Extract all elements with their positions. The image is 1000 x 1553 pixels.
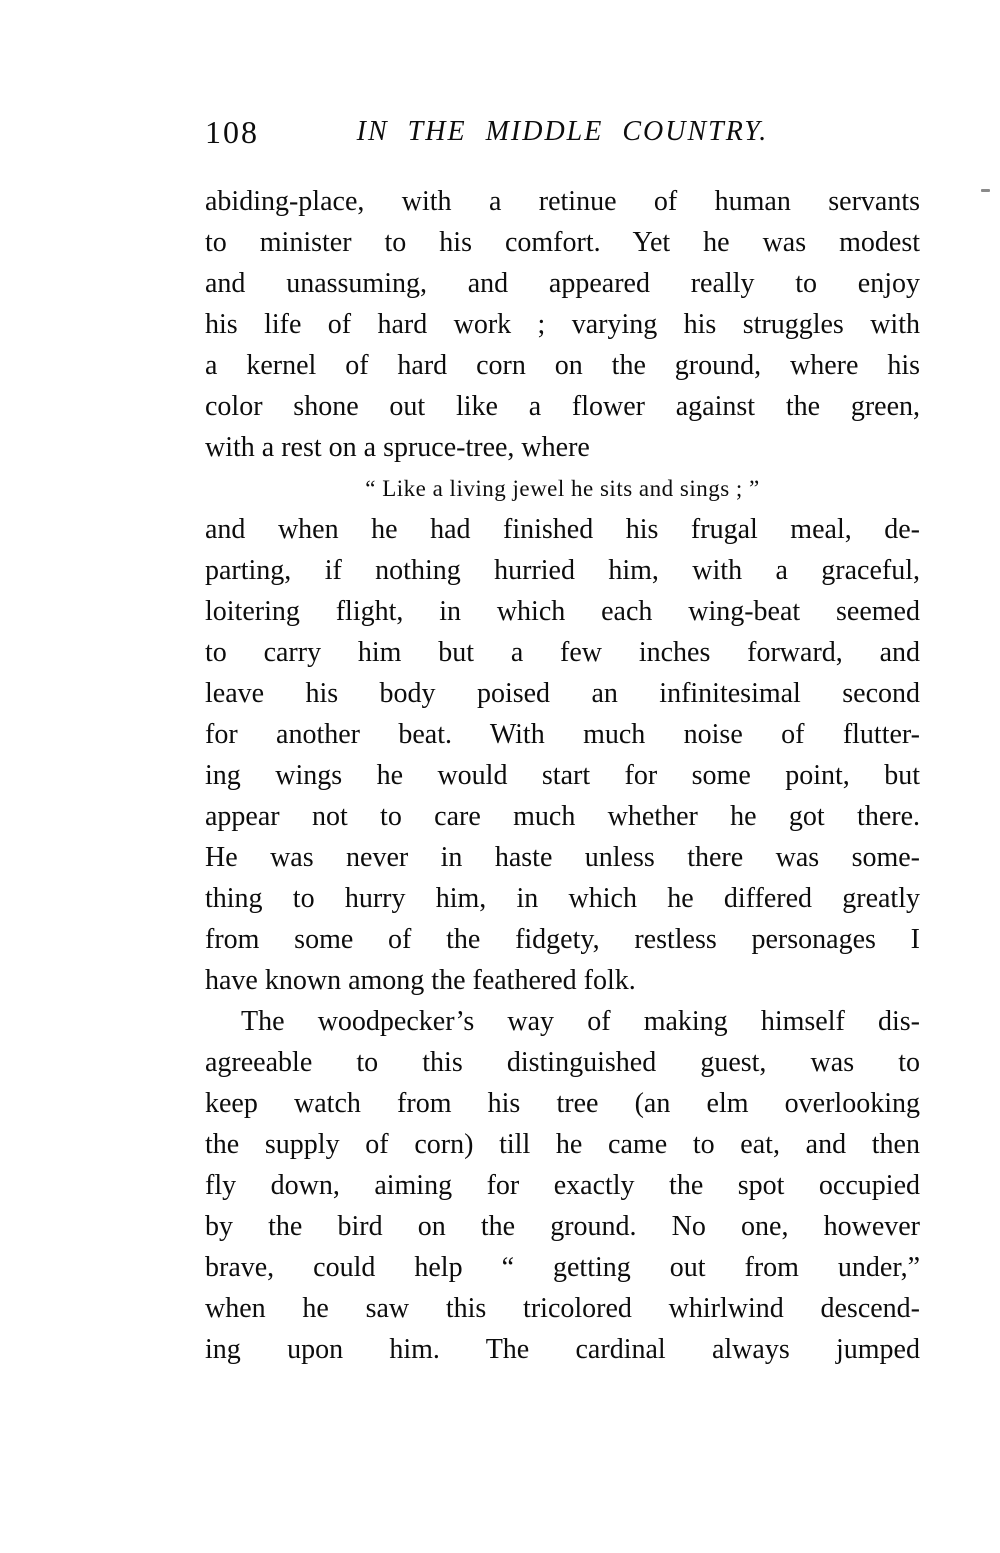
text-line: to minister to his comfort. Yet he was modest <box>205 227 920 258</box>
text-line: keep watch from his tree (an elm overlooking <box>205 1088 920 1119</box>
text-line: the supply of corn) till he came to eat, and then <box>205 1129 920 1160</box>
text-line: abiding-place, with a retinue of human servants <box>205 186 920 217</box>
text-line: when he saw this tricolored whirlwind descend- <box>205 1293 920 1324</box>
paragraph-after-quote <box>205 509 920 1001</box>
paragraph-woodpecker <box>205 1001 920 1370</box>
text-line: by the bird on the ground. No one, however <box>205 1211 920 1242</box>
paragraph-continuation <box>205 181 920 468</box>
running-title: IN THE MIDDLE COUNTRY. <box>356 116 769 147</box>
text-line: fly down, aiming for exactly the spot occupied <box>205 1170 920 1201</box>
text-line: for another beat. With much noise of flutter- <box>205 719 920 750</box>
text-line: parting, if nothing hurried him, with a graceful, <box>205 555 920 586</box>
text-line: agreeable to this distinguished guest, was to <box>205 1047 920 1078</box>
text-line: his life of hard work ; varying his struggles with <box>205 309 920 340</box>
verse-quote: “ Like a living jewel he sits and sings ; ” <box>365 476 760 501</box>
text-line: a kernel of hard corn on the ground, where his <box>205 350 920 381</box>
text-line: with a rest on a spruce-tree, where <box>205 432 590 463</box>
text-line: The woodpecker’s way of making himself dis- <box>241 1006 920 1037</box>
text-line: to carry him but a few inches forward, and <box>205 637 920 668</box>
text-line: and when he had finished his frugal meal, de- <box>205 514 920 545</box>
page-header <box>205 112 920 158</box>
page-body <box>205 181 920 1370</box>
text-line: He was never in haste unless there was some- <box>205 842 920 873</box>
text-line: from some of the fidgety, restless personages I <box>205 924 920 955</box>
text-line: appear not to care much whether he got there. <box>205 801 920 832</box>
text-line: ing upon him. The cardinal always jumped <box>205 1334 920 1365</box>
text-line: and unassuming, and appeared really to enjoy <box>205 268 920 299</box>
text-line: color shone out like a flower against the green, <box>205 391 920 422</box>
text-line: ing wings he would start for some point, but <box>205 760 920 791</box>
text-line: thing to hurry him, in which he differed greatly <box>205 883 920 914</box>
text-line: leave his body poised an infinitesimal second <box>205 678 920 709</box>
text-line: have known among the feathered folk. <box>205 965 636 996</box>
text-line: loitering flight, in which each wing-beat seemed <box>205 596 920 627</box>
scan-artifact-dash <box>981 189 990 192</box>
text-line: brave, could help “ getting out from under,” <box>205 1252 920 1283</box>
page-number: 108 <box>205 114 259 150</box>
